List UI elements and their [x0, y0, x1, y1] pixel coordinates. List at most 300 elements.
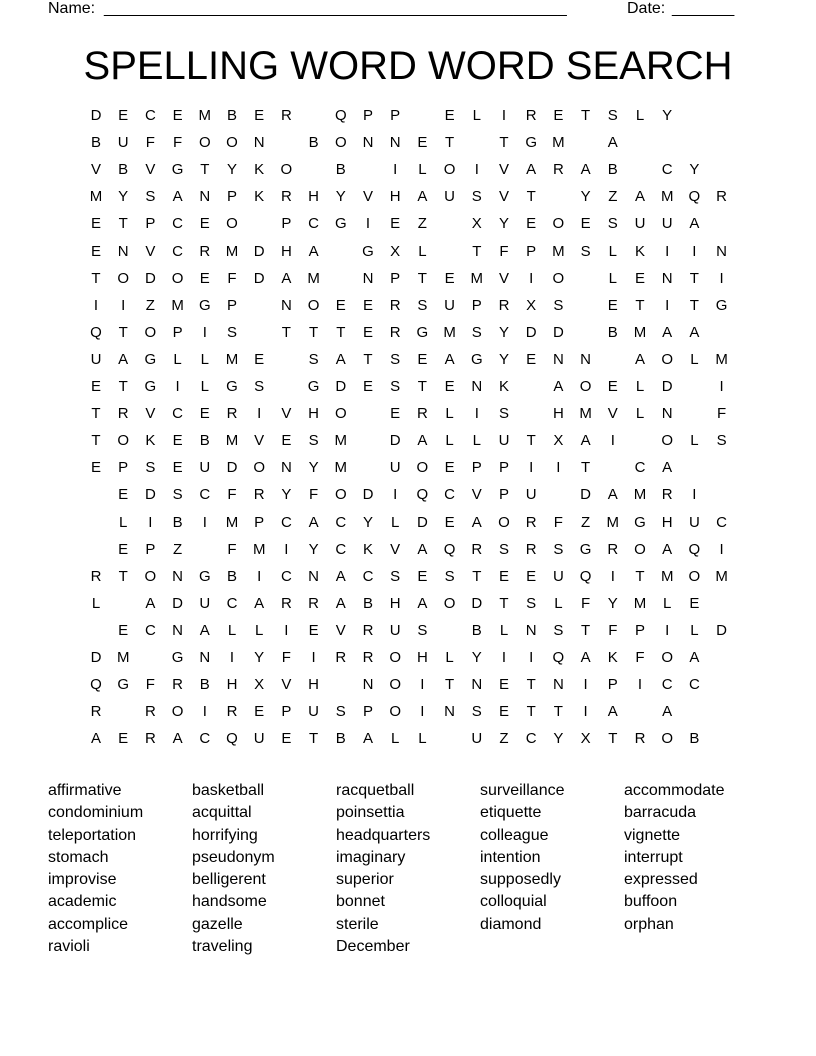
grid-letter[interactable]: R	[226, 703, 238, 721]
grid-letter[interactable]: S	[471, 703, 482, 721]
grid-letter[interactable]: Z	[145, 296, 155, 314]
grid-letter[interactable]: F	[145, 676, 155, 694]
grid-letter[interactable]: B	[172, 513, 183, 531]
grid-letter[interactable]: E	[118, 621, 129, 639]
grid-letter[interactable]: M	[633, 486, 647, 504]
grid-letter[interactable]: P	[226, 296, 237, 314]
grid-letter[interactable]: N	[280, 296, 292, 314]
grid-letter[interactable]: O	[334, 405, 347, 423]
grid-letter[interactable]: R	[90, 567, 102, 585]
grid-letter[interactable]: T	[281, 323, 291, 341]
grid-letter[interactable]: D	[580, 486, 592, 504]
grid-letter[interactable]: Z	[173, 540, 183, 558]
grid-letter[interactable]: E	[498, 567, 509, 585]
grid-letter[interactable]: Y	[553, 730, 564, 748]
grid-letter[interactable]: R	[335, 649, 347, 666]
grid-letter[interactable]: G	[362, 242, 374, 260]
grid-letter[interactable]: I	[229, 649, 235, 666]
grid-letter[interactable]: E	[390, 215, 401, 233]
grid-letter[interactable]: D	[172, 594, 184, 612]
grid-letter[interactable]: D	[716, 621, 728, 639]
grid-letter[interactable]: P	[118, 459, 129, 477]
grid-letter[interactable]: N	[199, 188, 211, 206]
grid-letter[interactable]: H	[389, 594, 401, 612]
grid-letter[interactable]: T	[118, 567, 128, 585]
grid-letter[interactable]: M	[225, 242, 239, 260]
grid-letter[interactable]: C	[172, 215, 184, 233]
grid-letter[interactable]: V	[145, 405, 156, 423]
grid-letter[interactable]: A	[145, 594, 156, 612]
grid-letter[interactable]: A	[662, 323, 673, 341]
grid-letter[interactable]: I	[692, 486, 697, 504]
grid-letter[interactable]: R	[144, 730, 156, 748]
grid-letter[interactable]: P	[390, 107, 401, 124]
grid-letter[interactable]: I	[610, 432, 615, 450]
grid-letter[interactable]: I	[719, 540, 724, 558]
grid-letter[interactable]: O	[226, 215, 238, 233]
grid-letter[interactable]: E	[118, 730, 129, 748]
grid-letter[interactable]: R	[199, 242, 211, 260]
grid-letter[interactable]: R	[280, 594, 292, 612]
grid-letter[interactable]: N	[471, 378, 483, 395]
grid-letter[interactable]: E	[335, 296, 346, 314]
grid-letter[interactable]: T	[553, 703, 563, 721]
grid-letter[interactable]: A	[662, 459, 673, 477]
grid-letter[interactable]: E	[444, 459, 455, 477]
grid-letter[interactable]: O	[280, 161, 293, 179]
grid-letter[interactable]: I	[501, 649, 507, 666]
grid-letter[interactable]: L	[91, 594, 101, 612]
grid-letter[interactable]: I	[420, 703, 425, 721]
grid-letter[interactable]: G	[144, 350, 157, 368]
grid-letter[interactable]: I	[93, 296, 99, 314]
grid-letter[interactable]: N	[552, 676, 564, 694]
grid-letter[interactable]: C	[335, 513, 347, 531]
grid-letter[interactable]: P	[498, 486, 509, 504]
grid-letter[interactable]: S	[335, 703, 346, 721]
grid-letter[interactable]: A	[172, 730, 183, 748]
grid-letter[interactable]: P	[362, 703, 373, 721]
grid-letter[interactable]: I	[529, 649, 534, 666]
grid-letter[interactable]: R	[389, 323, 401, 341]
grid-letter[interactable]: V	[335, 621, 346, 639]
grid-letter[interactable]: P	[254, 513, 265, 531]
grid-letter[interactable]: I	[121, 296, 126, 314]
grid-letter[interactable]: M	[715, 350, 728, 368]
grid-letter[interactable]: O	[389, 676, 402, 694]
grid-letter[interactable]: A	[199, 621, 210, 639]
grid-letter[interactable]: A	[662, 703, 673, 721]
grid-letter[interactable]: Q	[334, 107, 347, 124]
grid-letter[interactable]: B	[607, 323, 618, 341]
grid-letter[interactable]: L	[445, 649, 454, 666]
grid-letter[interactable]: O	[226, 134, 238, 152]
grid-letter[interactable]: E	[390, 405, 401, 423]
grid-letter[interactable]: T	[91, 432, 101, 450]
grid-letter[interactable]: C	[661, 161, 673, 179]
grid-letter[interactable]: E	[417, 567, 428, 585]
grid-letter[interactable]: U	[634, 215, 646, 233]
grid-letter[interactable]: X	[471, 215, 482, 233]
grid-letter[interactable]: A	[580, 161, 591, 179]
grid-letter[interactable]: A	[417, 432, 428, 450]
grid-letter[interactable]: K	[607, 649, 618, 666]
grid-letter[interactable]: S	[553, 621, 564, 639]
grid-letter[interactable]: I	[420, 676, 425, 694]
grid-letter[interactable]: E	[90, 215, 101, 233]
grid-letter[interactable]: Y	[308, 459, 319, 477]
grid-letter[interactable]: N	[661, 405, 673, 423]
grid-letter[interactable]: M	[606, 513, 620, 531]
grid-letter[interactable]: U	[444, 188, 456, 206]
grid-letter[interactable]: R	[117, 405, 129, 423]
grid-letter[interactable]: D	[335, 378, 347, 395]
grid-letter[interactable]: G	[579, 540, 592, 558]
grid-letter[interactable]: P	[226, 188, 237, 206]
grid-letter[interactable]: A	[471, 513, 482, 531]
grid-letter[interactable]: M	[660, 188, 674, 206]
grid-letter[interactable]: I	[665, 621, 670, 639]
grid-letter[interactable]: D	[253, 269, 265, 287]
grid-letter[interactable]: E	[444, 107, 455, 124]
grid-letter[interactable]: C	[144, 107, 156, 124]
grid-letter[interactable]: Q	[90, 323, 102, 341]
grid-letter[interactable]: P	[471, 459, 482, 477]
grid-letter[interactable]: L	[663, 594, 672, 612]
grid-letter[interactable]: B	[689, 730, 700, 748]
grid-letter[interactable]: R	[362, 649, 374, 666]
grid-letter[interactable]: R	[471, 540, 483, 558]
grid-letter[interactable]: S	[607, 107, 618, 124]
grid-letter[interactable]: X	[254, 676, 265, 694]
grid-letter[interactable]: E	[199, 269, 210, 287]
grid-letter[interactable]: K	[634, 242, 645, 260]
grid-letter[interactable]: Y	[498, 323, 509, 341]
grid-letter[interactable]: E	[444, 378, 455, 395]
grid-letter[interactable]: S	[417, 296, 428, 314]
grid-letter[interactable]: S	[308, 432, 319, 450]
grid-letter[interactable]: O	[634, 540, 646, 558]
grid-letter[interactable]: T	[635, 567, 645, 585]
grid-letter[interactable]: F	[281, 649, 291, 666]
grid-letter[interactable]: Z	[581, 513, 591, 531]
grid-letter[interactable]: M	[660, 567, 674, 585]
grid-letter[interactable]: V	[390, 540, 401, 558]
grid-letter[interactable]: I	[583, 676, 588, 694]
grid-letter[interactable]: U	[308, 703, 320, 721]
grid-letter[interactable]: O	[307, 296, 320, 314]
grid-letter[interactable]: G	[416, 323, 429, 341]
grid-letter[interactable]: G	[198, 296, 211, 314]
grid-letter[interactable]: M	[225, 432, 239, 450]
grid-letter[interactable]: N	[362, 269, 374, 287]
grid-letter[interactable]: F	[309, 486, 319, 504]
grid-letter[interactable]: L	[635, 405, 645, 423]
grid-letter[interactable]: B	[90, 134, 101, 152]
grid-letter[interactable]: L	[635, 107, 645, 124]
grid-letter[interactable]: T	[118, 378, 128, 395]
grid-letter[interactable]: F	[227, 486, 237, 504]
grid-letter[interactable]: O	[688, 567, 701, 585]
grid-letter[interactable]: H	[280, 242, 292, 260]
grid-letter[interactable]: B	[226, 107, 237, 124]
grid-letter[interactable]: O	[144, 323, 157, 341]
grid-letter[interactable]: I	[529, 269, 534, 287]
grid-letter[interactable]: I	[257, 405, 262, 423]
grid-letter[interactable]: V	[498, 188, 509, 206]
grid-letter[interactable]: Y	[580, 188, 591, 206]
grid-letter[interactable]: S	[580, 242, 591, 260]
grid-letter[interactable]: B	[335, 161, 346, 179]
grid-letter[interactable]: P	[362, 107, 373, 124]
grid-letter[interactable]: E	[444, 513, 455, 531]
grid-letter[interactable]: S	[498, 405, 509, 423]
grid-letter[interactable]: B	[226, 567, 237, 585]
grid-letter[interactable]: Q	[443, 540, 456, 558]
grid-letter[interactable]: R	[525, 513, 537, 531]
grid-letter[interactable]: Y	[335, 188, 346, 206]
grid-letter[interactable]: L	[690, 432, 699, 450]
grid-letter[interactable]: R	[661, 486, 673, 504]
grid-letter[interactable]: O	[171, 269, 184, 287]
grid-letter[interactable]: L	[690, 621, 699, 639]
grid-letter[interactable]: G	[470, 350, 483, 368]
grid-letter[interactable]: M	[171, 296, 184, 314]
grid-letter[interactable]: P	[145, 540, 156, 558]
grid-letter[interactable]: S	[471, 188, 482, 206]
grid-letter[interactable]: Z	[499, 730, 509, 748]
grid-letter[interactable]: S	[145, 188, 156, 206]
grid-letter[interactable]: D	[661, 378, 673, 395]
grid-letter[interactable]: X	[390, 242, 401, 260]
grid-letter[interactable]: Y	[607, 594, 618, 612]
grid-letter[interactable]: M	[633, 323, 647, 341]
grid-letter[interactable]: C	[634, 459, 646, 477]
grid-letter[interactable]: T	[445, 134, 455, 152]
grid-letter[interactable]: L	[445, 432, 454, 450]
grid-letter[interactable]: E	[362, 378, 373, 395]
grid-letter[interactable]: I	[501, 107, 507, 124]
grid-letter[interactable]: D	[90, 107, 102, 124]
grid-letter[interactable]: T	[91, 269, 101, 287]
grid-letter[interactable]: R	[90, 703, 102, 721]
grid-letter[interactable]: N	[525, 621, 537, 639]
grid-letter[interactable]: E	[634, 269, 645, 287]
grid-letter[interactable]: I	[393, 486, 398, 504]
grid-letter[interactable]: T	[118, 323, 128, 341]
grid-letter[interactable]: D	[362, 486, 374, 504]
grid-letter[interactable]: G	[117, 676, 130, 694]
grid-letter[interactable]: R	[389, 296, 401, 314]
grid-letter[interactable]: A	[607, 134, 618, 152]
grid-letter[interactable]: C	[172, 405, 184, 423]
grid-letter[interactable]: E	[553, 107, 564, 124]
grid-letter[interactable]: R	[280, 188, 292, 206]
grid-letter[interactable]: E	[199, 215, 210, 233]
grid-letter[interactable]: T	[608, 730, 618, 748]
grid-letter[interactable]: T	[526, 703, 536, 721]
grid-letter[interactable]: I	[284, 540, 289, 558]
grid-letter[interactable]: A	[308, 242, 319, 260]
grid-letter[interactable]: O	[661, 432, 674, 450]
grid-letter[interactable]: T	[472, 242, 482, 260]
grid-letter[interactable]: L	[499, 621, 509, 639]
grid-letter[interactable]: I	[257, 567, 262, 585]
grid-letter[interactable]: E	[118, 486, 129, 504]
grid-letter[interactable]: U	[552, 567, 564, 585]
grid-letter[interactable]: R	[607, 540, 619, 558]
grid-letter[interactable]: B	[607, 161, 618, 179]
grid-letter[interactable]: S	[498, 540, 509, 558]
grid-letter[interactable]: R	[525, 107, 537, 124]
grid-letter[interactable]: O	[443, 594, 456, 612]
grid-letter[interactable]: O	[389, 703, 402, 721]
grid-letter[interactable]: Y	[498, 215, 509, 233]
grid-letter[interactable]: S	[417, 621, 428, 639]
grid-letter[interactable]: T	[581, 459, 591, 477]
grid-letter[interactable]: N	[199, 649, 211, 666]
grid-letter[interactable]: V	[281, 405, 292, 423]
grid-letter[interactable]: O	[661, 649, 674, 666]
grid-letter[interactable]: I	[556, 459, 561, 477]
grid-letter[interactable]: M	[252, 540, 266, 558]
grid-letter[interactable]: R	[716, 188, 728, 206]
grid-letter[interactable]: P	[526, 242, 537, 260]
grid-letter[interactable]: T	[526, 432, 536, 450]
grid-letter[interactable]: E	[689, 594, 700, 612]
grid-letter[interactable]: A	[580, 649, 591, 666]
grid-letter[interactable]: O	[117, 269, 130, 287]
grid-letter[interactable]: L	[119, 513, 128, 531]
grid-letter[interactable]: D	[389, 432, 401, 450]
grid-letter[interactable]: I	[175, 378, 180, 395]
grid-letter[interactable]: E	[172, 459, 183, 477]
grid-letter[interactable]: C	[226, 594, 238, 612]
grid-letter[interactable]: C	[172, 242, 184, 260]
grid-letter[interactable]: A	[172, 188, 183, 206]
grid-letter[interactable]: P	[634, 621, 645, 639]
grid-letter[interactable]: E	[172, 107, 183, 124]
grid-letter[interactable]: E	[526, 350, 537, 368]
grid-letter[interactable]: G	[634, 513, 646, 531]
grid-letter[interactable]: U	[688, 513, 700, 531]
grid-letter[interactable]: Y	[471, 649, 482, 666]
grid-letter[interactable]: I	[202, 513, 207, 531]
grid-letter[interactable]: O	[416, 459, 429, 477]
grid-letter[interactable]: M	[552, 134, 565, 152]
grid-letter[interactable]: U	[253, 730, 265, 748]
grid-letter[interactable]: M	[89, 188, 103, 206]
grid-letter[interactable]: N	[172, 621, 184, 639]
grid-letter[interactable]: C	[308, 215, 320, 233]
grid-letter[interactable]: K	[362, 540, 373, 558]
grid-letter[interactable]: L	[608, 242, 617, 260]
grid-letter[interactable]: E	[90, 378, 101, 395]
grid-letter[interactable]: E	[199, 405, 210, 423]
grid-letter[interactable]: B	[199, 676, 210, 694]
grid-letter[interactable]: S	[471, 323, 482, 341]
grid-letter[interactable]: I	[529, 459, 534, 477]
grid-letter[interactable]: R	[144, 703, 156, 721]
grid-letter[interactable]: V	[254, 432, 265, 450]
grid-letter[interactable]: Q	[226, 730, 238, 748]
grid-letter[interactable]: I	[610, 567, 615, 585]
grid-letter[interactable]: M	[225, 513, 239, 531]
grid-letter[interactable]: P	[471, 296, 482, 314]
grid-letter[interactable]: O	[443, 161, 456, 179]
grid-letter[interactable]: H	[308, 188, 320, 206]
grid-letter[interactable]: R	[416, 405, 428, 423]
grid-letter[interactable]: L	[608, 269, 617, 287]
grid-letter[interactable]: I	[665, 242, 670, 260]
grid-letter[interactable]: I	[393, 161, 398, 179]
grid-letter[interactable]: R	[634, 730, 646, 748]
grid-letter[interactable]: N	[117, 242, 129, 260]
grid-letter[interactable]: N	[471, 676, 483, 694]
grid-letter[interactable]: E	[90, 459, 101, 477]
grid-letter[interactable]: G	[171, 649, 184, 666]
grid-letter[interactable]: Z	[608, 188, 618, 206]
grid-letter[interactable]: C	[335, 540, 347, 558]
grid-letter[interactable]: L	[391, 730, 400, 748]
grid-letter[interactable]: A	[634, 188, 645, 206]
grid-letter[interactable]: I	[311, 649, 316, 666]
grid-letter[interactable]: T	[499, 134, 509, 152]
grid-letter[interactable]: R	[172, 676, 184, 694]
grid-letter[interactable]: N	[362, 134, 374, 152]
grid-letter[interactable]: C	[280, 567, 292, 585]
grid-letter[interactable]: C	[525, 730, 537, 748]
grid-letter[interactable]: E	[281, 730, 292, 748]
grid-letter[interactable]: Y	[498, 350, 509, 368]
grid-letter[interactable]: G	[334, 215, 347, 233]
grid-letter[interactable]: K	[254, 161, 265, 179]
grid-letter[interactable]: V	[90, 161, 101, 179]
grid-letter[interactable]: Q	[552, 649, 565, 666]
grid-letter[interactable]: C	[661, 676, 673, 694]
grid-letter[interactable]: F	[499, 242, 509, 260]
grid-letter[interactable]: Y	[362, 513, 373, 531]
grid-letter[interactable]: C	[199, 486, 211, 504]
grid-letter[interactable]: A	[308, 513, 319, 531]
grid-letter[interactable]: E	[90, 242, 101, 260]
grid-letter[interactable]: D	[253, 242, 265, 260]
grid-letter[interactable]: M	[715, 567, 728, 585]
grid-letter[interactable]: E	[526, 567, 537, 585]
grid-letter[interactable]: H	[226, 676, 238, 694]
grid-letter[interactable]: S	[444, 567, 455, 585]
grid-letter[interactable]: P	[607, 676, 618, 694]
grid-letter[interactable]: Y	[226, 161, 237, 179]
grid-letter[interactable]: A	[607, 703, 618, 721]
grid-letter[interactable]: Q	[90, 676, 102, 694]
name-blank-line[interactable]: ____________________________________________________	[104, 0, 567, 17]
grid-letter[interactable]: T	[635, 296, 645, 314]
grid-letter[interactable]: E	[417, 134, 428, 152]
grid-letter[interactable]: L	[391, 513, 400, 531]
grid-letter[interactable]: P	[145, 215, 156, 233]
grid-letter[interactable]: O	[661, 350, 674, 368]
grid-letter[interactable]: F	[145, 134, 155, 152]
grid-letter[interactable]: X	[526, 296, 537, 314]
grid-letter[interactable]: H	[389, 188, 401, 206]
grid-letter[interactable]: T	[581, 621, 591, 639]
grid-letter[interactable]: C	[280, 513, 292, 531]
grid-letter[interactable]: O	[198, 134, 211, 152]
grid-letter[interactable]: T	[336, 323, 346, 341]
grid-letter[interactable]: H	[308, 676, 320, 694]
grid-letter[interactable]: G	[715, 296, 728, 314]
